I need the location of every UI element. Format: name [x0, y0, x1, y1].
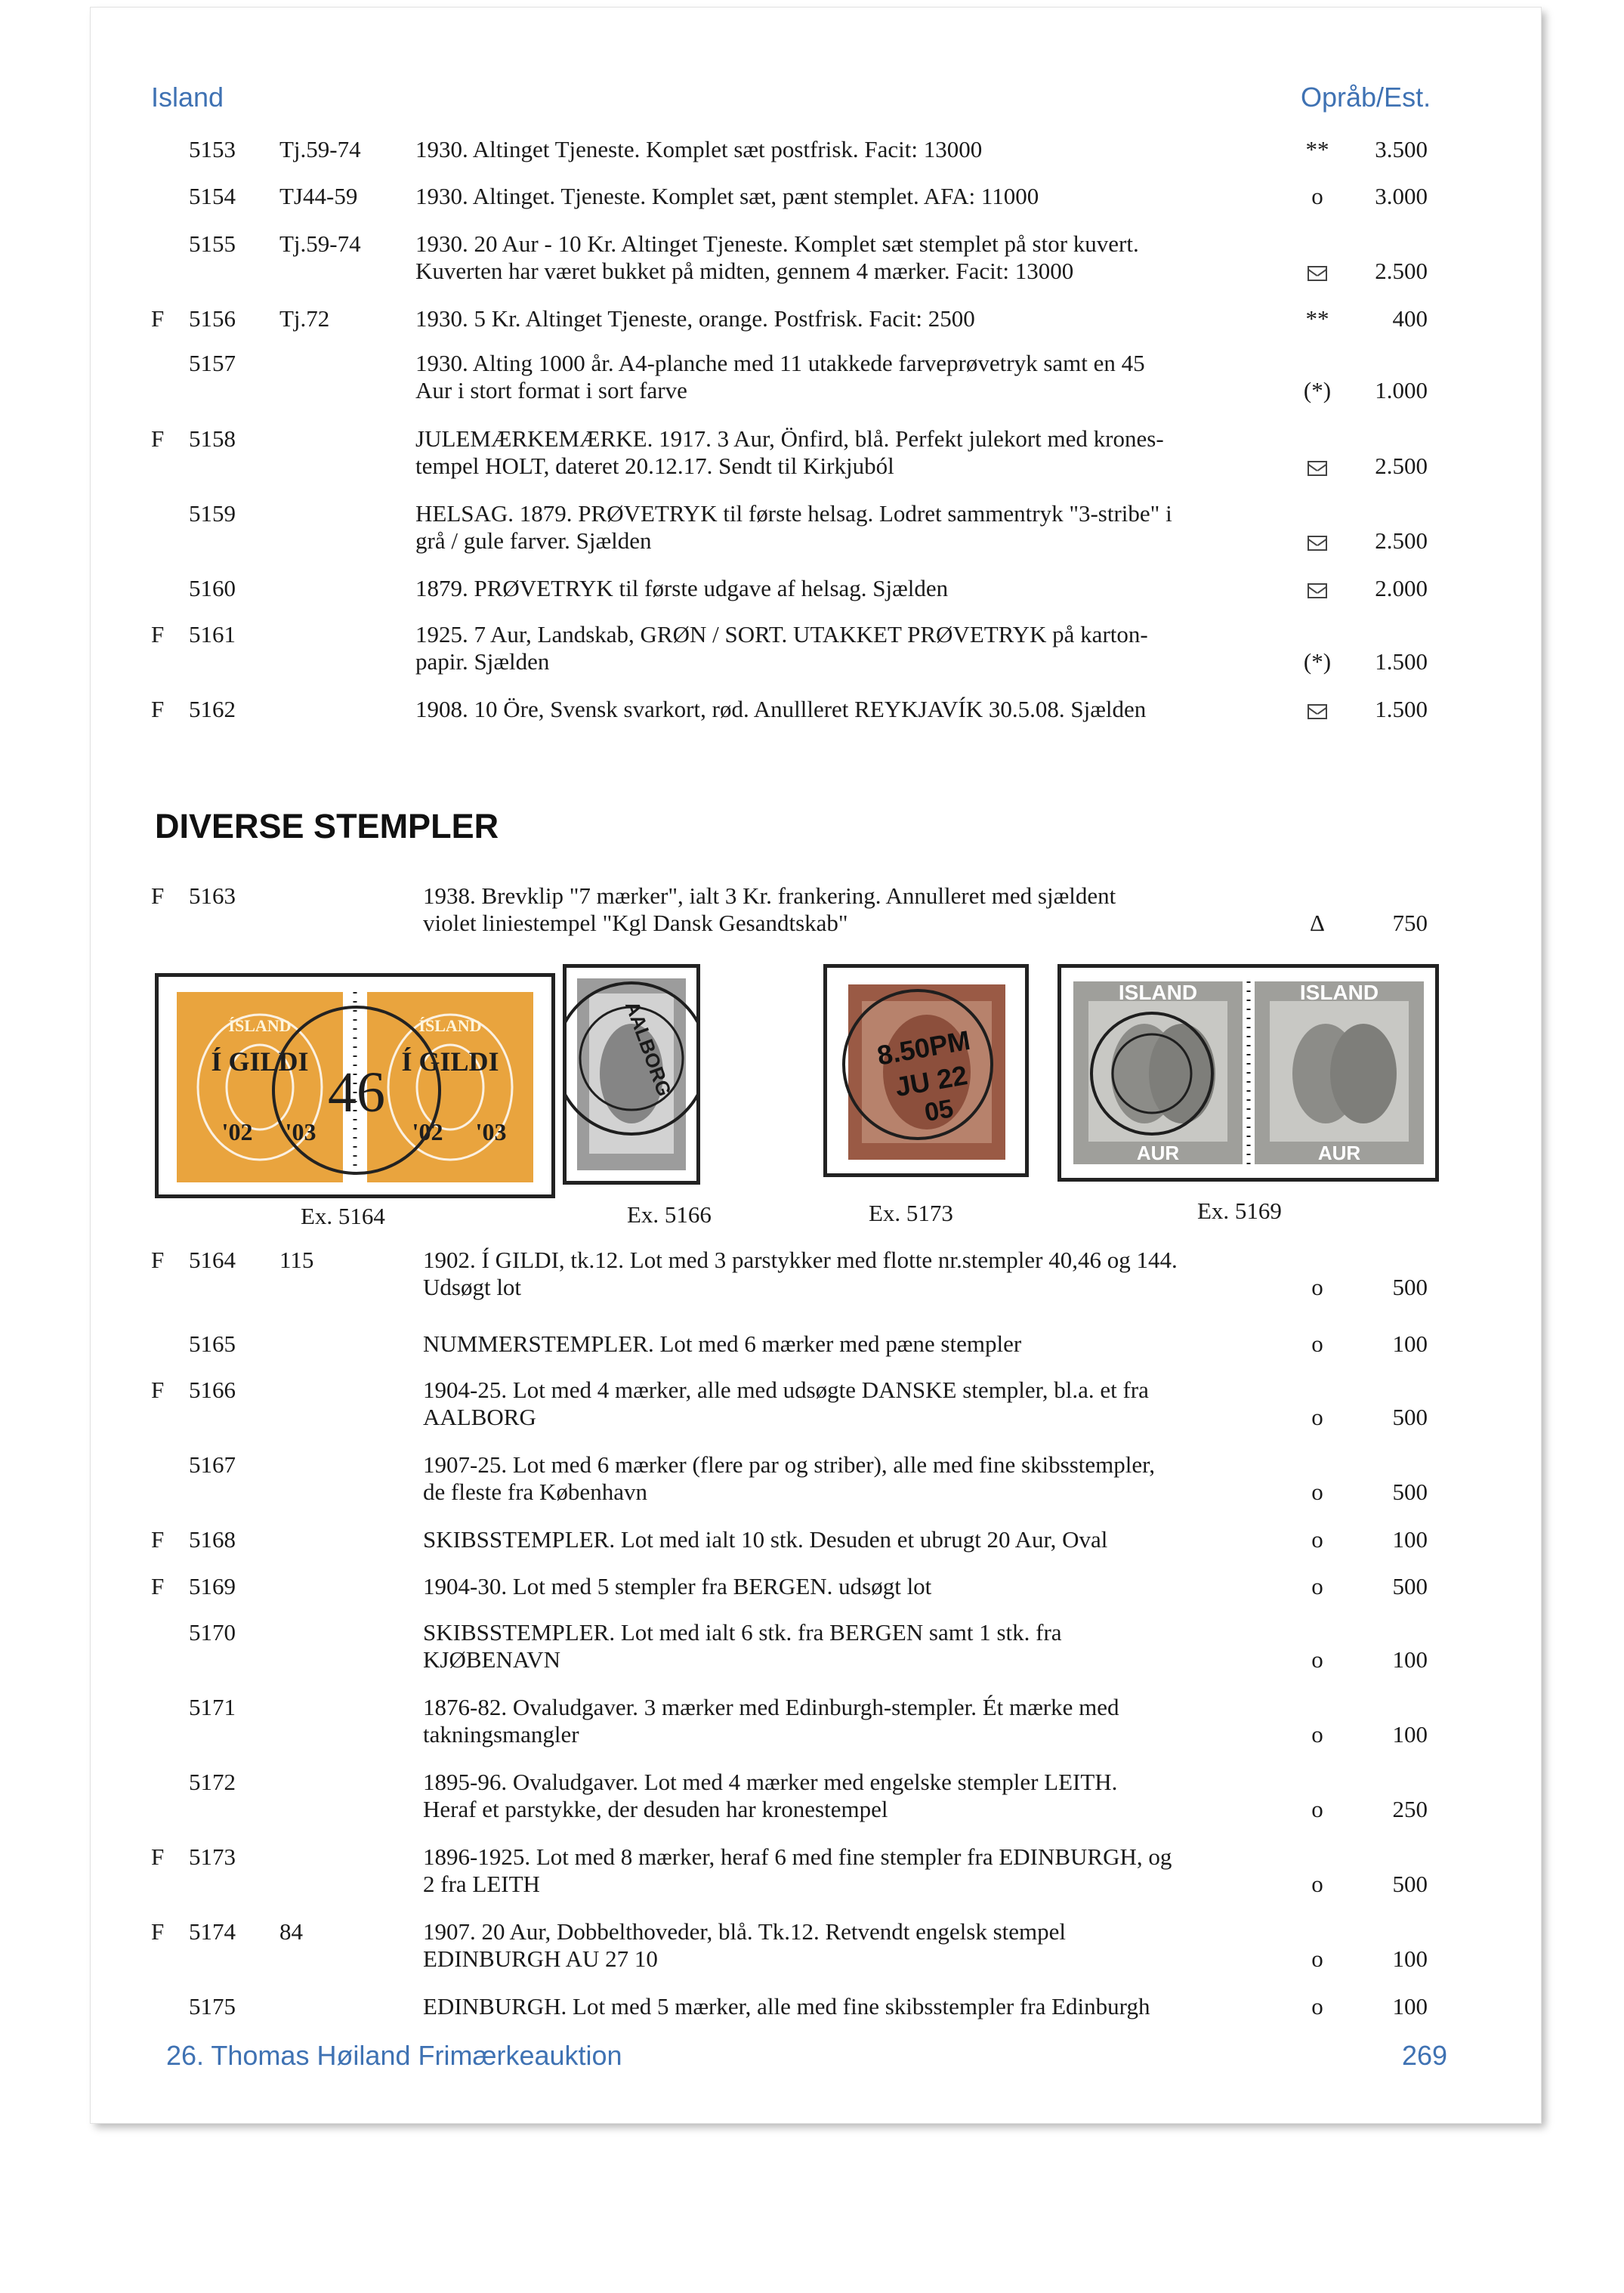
description-line: SKIBSSTEMPLER. Lot med ialt 6 stk. fra BERGEN samt 1 stk. fra [423, 1619, 1062, 1646]
estimate-price: 2.500 [1375, 453, 1428, 479]
description-line: 1904-25. Lot med 4 mærker, alle med udsøgte DANSKE stempler, bl.a. et fra [423, 1377, 1149, 1403]
condition-symbol: o [1311, 1721, 1323, 1748]
lot-number: 5171 [189, 1694, 236, 1720]
stamp-text: ISLAND [1299, 981, 1379, 1004]
lot-description [423, 1330, 1292, 1358]
condition-symbol [1293, 575, 1341, 602]
lot-flag: F [151, 1918, 165, 1945]
description-line: Udsøgt lot [423, 1274, 522, 1300]
condition-symbol: (*) [1303, 648, 1332, 675]
lot-number: 5155 [189, 230, 236, 257]
lot-number: 5160 [189, 575, 236, 601]
estimate-price: 1.500 [1375, 648, 1428, 675]
lot-description [415, 696, 1284, 723]
description-line: 1896-1925. Lot med 8 mærker, heraf 6 med fine stempler fra EDINBURGH, og [423, 1843, 1172, 1870]
image-caption-5169: Ex. 5169 [1197, 1197, 1282, 1224]
estimate-price: 500 [1392, 1404, 1428, 1430]
catalog-reference: 84 [279, 1918, 303, 1945]
condition-symbol: o [1311, 1479, 1323, 1505]
postmark-time: 8.50PM [875, 1024, 973, 1071]
estimate-price: 100 [1392, 1330, 1428, 1357]
lot-description [415, 575, 1284, 602]
description-line: 1902. Í GILDI, tk.12. Lot med 3 parstykker med flotte nr.stempler 40,46 og 144. [423, 1247, 1178, 1273]
estimate-price: 100 [1392, 1526, 1428, 1553]
condition-symbol: ** [1305, 136, 1329, 162]
lot-number: 5157 [189, 350, 236, 376]
postmark-year: 05 [922, 1094, 956, 1128]
page-header-estimate: Opråb/Est. [1301, 82, 1431, 113]
lot-description [415, 425, 1284, 480]
description-line: de fleste fra København [423, 1479, 647, 1505]
lot-flag: F [151, 305, 165, 332]
image-caption-5173: Ex. 5173 [869, 1200, 953, 1226]
lot-row [0, 1247, 1624, 1301]
stamp-image-5173 [823, 964, 1029, 1177]
description-line: Heraf et parstykke, der desuden har kronestempel [423, 1796, 888, 1822]
lot-row [0, 1843, 1624, 1898]
numeral-cancel: 46 [328, 1061, 385, 1124]
description-line: 1930. 5 Kr. Altinget Tjeneste, orange. Postfrisk. Facit: 2500 [415, 305, 975, 332]
stamp-overprint: '03 [285, 1118, 316, 1145]
condition-symbol: o [1311, 183, 1323, 209]
description-line: EDINBURGH. Lot med 5 mærker, alle med fine skibsstempler fra Edinburgh [423, 1993, 1150, 2020]
lot-description [415, 183, 1284, 210]
description-line: EDINBURGH AU 27 10 [423, 1945, 658, 1972]
stamp-overprint: Í GILDI [211, 1046, 309, 1077]
lot-description [423, 882, 1292, 937]
stamp-image-5169 [1057, 964, 1439, 1182]
lot-number: 5172 [189, 1769, 236, 1795]
lot-description [423, 1573, 1292, 1600]
catalog-reference: Tj.72 [279, 305, 330, 332]
lot-flag: F [151, 621, 165, 647]
lot-row [0, 882, 1624, 937]
stamp-aalborg [567, 968, 696, 1181]
description-line: SKIBSSTEMPLER. Lot med ialt 10 stk. Desuden et ubrugt 20 Aur, Oval [423, 1526, 1108, 1553]
lot-number: 5156 [189, 305, 236, 332]
description-line: 1930. Alting 1000 år. A4-planche med 11 utakkede farveprøvetryk samt en 45 [415, 350, 1145, 376]
condition-symbol [1293, 258, 1341, 285]
condition-symbol: ** [1305, 305, 1329, 332]
lot-row [0, 500, 1624, 555]
lot-row [0, 1377, 1624, 1431]
footer-auction-name: 26. Thomas Høiland Frimærkeauktion [166, 2040, 622, 2071]
estimate-price: 500 [1392, 1871, 1428, 1897]
lot-row [0, 696, 1624, 723]
stamp-overprint: Í GILDI [401, 1046, 499, 1077]
lot-row [0, 1330, 1624, 1358]
description-line: 1930. 20 Aur - 10 Kr. Altinget Tjeneste. Komplet sæt stemplet på stor kuvert. [415, 230, 1139, 257]
lot-description [423, 1843, 1292, 1898]
stamp-image-5164 [155, 973, 555, 1198]
lot-flag: F [151, 1573, 165, 1599]
envelope-icon [1308, 704, 1327, 719]
lot-row [0, 1573, 1624, 1600]
description-line: KJØBENAVN [423, 1646, 561, 1673]
estimate-price: 2.000 [1375, 575, 1428, 601]
lot-row [0, 575, 1624, 602]
condition-symbol: o [1311, 1945, 1323, 1972]
lot-description [415, 305, 1284, 332]
condition-symbol: o [1311, 1274, 1323, 1300]
description-line: 1908. 10 Öre, Svensk svarkort, rød. Anullleret REYKJAVÍK 30.5.08. Sjælden [415, 696, 1147, 722]
estimate-price: 500 [1392, 1573, 1428, 1599]
stamp-text: ÍSLAND [418, 1016, 482, 1035]
condition-symbol [1293, 527, 1341, 555]
lot-description [415, 500, 1284, 555]
lot-description [423, 1247, 1292, 1301]
lot-number: 5162 [189, 696, 236, 722]
lot-description [423, 1769, 1292, 1823]
description-line: JULEMÆRKEMÆRKE. 1917. 3 Aur, Önfird, blå. Perfekt julekort med krones- [415, 425, 1164, 452]
condition-symbol: o [1311, 1526, 1323, 1553]
description-line: 1930. Altinget Tjeneste. Komplet sæt postfrisk. Facit: 13000 [415, 136, 983, 162]
lot-row [0, 183, 1624, 210]
lot-row [0, 1451, 1624, 1506]
catalog-reference: TJ44-59 [279, 183, 358, 209]
description-line: 2 fra LEITH [423, 1871, 540, 1897]
description-line: HELSAG. 1879. PRØVETRYK til første helsag. Lodret sammentryk "3-stribe" i [415, 500, 1172, 527]
postmark-text: AALBORG [620, 998, 677, 1099]
stamp-text: ISLAND [1118, 981, 1198, 1004]
lot-row [0, 136, 1624, 163]
estimate-price: 750 [1392, 910, 1428, 936]
envelope-icon [1308, 461, 1327, 476]
condition-symbol: o [1311, 1330, 1323, 1357]
description-line: papir. Sjælden [415, 648, 550, 675]
lot-number: 5174 [189, 1918, 236, 1945]
lot-row [0, 1526, 1624, 1553]
lot-number: 5165 [189, 1330, 236, 1357]
envelope-icon [1308, 536, 1327, 551]
lot-number: 5173 [189, 1843, 236, 1870]
lot-flag: F [151, 1843, 165, 1870]
description-line: 1907. 20 Aur, Dobbelthoveder, blå. Tk.12. Retvendt engelsk stempel [423, 1918, 1067, 1945]
lot-number: 5154 [189, 183, 236, 209]
estimate-price: 500 [1392, 1274, 1428, 1300]
description-line: 1938. Brevklip "7 mærker", ialt 3 Kr. frankering. Annulleret med sjældent [423, 882, 1116, 909]
lot-number: 5169 [189, 1573, 236, 1599]
lot-number: 5167 [189, 1451, 236, 1478]
image-caption-5166: Ex. 5166 [627, 1201, 712, 1228]
lot-row [0, 1694, 1624, 1748]
condition-symbol: (*) [1303, 377, 1332, 403]
lot-row [0, 1918, 1624, 1973]
footer-page-number: 269 [1402, 2040, 1448, 2071]
description-line: 1925. 7 Aur, Landskab, GRØN / SORT. UTAKKET PRØVETRYK på karton- [415, 621, 1148, 647]
lot-number: 5153 [189, 136, 236, 162]
estimate-price: 100 [1392, 1993, 1428, 2020]
estimate-price: 100 [1392, 1646, 1428, 1673]
description-line: Aur i stort format i sort farve [415, 377, 687, 403]
description-line: AALBORG [423, 1404, 536, 1430]
estimate-price: 500 [1392, 1479, 1428, 1505]
estimate-price: 2.500 [1375, 527, 1428, 554]
lot-number: 5175 [189, 1993, 236, 2020]
condition-symbol: o [1311, 1404, 1323, 1430]
lot-description [423, 1694, 1292, 1748]
lot-flag: F [151, 696, 165, 722]
stamp-pair-igildi [159, 977, 551, 1194]
condition-symbol [1293, 696, 1341, 723]
image-caption-5164: Ex. 5164 [301, 1203, 385, 1229]
estimate-price: 1.500 [1375, 696, 1428, 722]
postmark-date: JU 22 [892, 1059, 970, 1103]
lot-row [0, 1769, 1624, 1823]
lot-flag: F [151, 1247, 165, 1273]
lot-description [423, 1526, 1292, 1553]
stamp-image-5166 [563, 964, 700, 1185]
stamp-pair-bergen [1061, 968, 1435, 1178]
lot-row [0, 425, 1624, 480]
description-line: grå / gule farver. Sjælden [415, 527, 652, 554]
description-line: 1879. PRØVETRYK til første udgave af helsag. Sjælden [415, 575, 949, 601]
estimate-price: 100 [1392, 1945, 1428, 1972]
condition-symbol: o [1311, 1796, 1323, 1822]
lot-description [423, 1993, 1292, 2020]
lot-row [0, 1619, 1624, 1673]
lot-number: 5159 [189, 500, 236, 527]
lot-number: 5161 [189, 621, 236, 647]
lot-description [415, 230, 1284, 285]
stamp-edinburgh [827, 968, 1025, 1173]
lot-number: 5163 [189, 882, 236, 909]
lot-description [415, 621, 1284, 675]
stamp-text: AUR [1317, 1142, 1361, 1164]
description-line: Kuverten har været bukket på midten, gennem 4 mærker. Facit: 13000 [415, 258, 1074, 284]
envelope-icon [1308, 266, 1327, 281]
lot-description [423, 1451, 1292, 1506]
lot-row [0, 1993, 1624, 2020]
estimate-price: 1.000 [1375, 377, 1428, 403]
lot-number: 5158 [189, 425, 236, 452]
lot-row [0, 230, 1624, 285]
lot-number: 5164 [189, 1247, 236, 1273]
description-line: 1876-82. Ovaludgaver. 3 mærker med Edinburgh-stempler. Ét mærke med [423, 1694, 1119, 1720]
condition-symbol: o [1311, 1871, 1323, 1897]
description-line: 1904-30. Lot med 5 stempler fra BERGEN. udsøgt lot [423, 1573, 932, 1599]
lot-description [415, 350, 1284, 404]
stamp-text: AUR [1136, 1142, 1180, 1164]
lot-row [0, 350, 1624, 404]
lot-number: 5170 [189, 1619, 236, 1646]
lot-row [0, 305, 1624, 332]
catalog-reference: Tj.59-74 [279, 136, 361, 162]
description-line: violet liniestempel "Kgl Dansk Gesandtskab" [423, 910, 848, 936]
estimate-price: 2.500 [1375, 258, 1428, 284]
condition-symbol: o [1311, 1646, 1323, 1673]
lot-description [423, 1377, 1292, 1431]
catalog-reference: 115 [279, 1247, 314, 1273]
description-line: takningsmangler [423, 1721, 579, 1748]
lot-description [423, 1918, 1292, 1973]
lot-flag: F [151, 882, 165, 909]
stamp-overprint: '02 [221, 1118, 253, 1145]
lot-flag: F [151, 1377, 165, 1403]
stamp-overprint: '03 [475, 1118, 507, 1145]
lot-number: 5166 [189, 1377, 236, 1403]
estimate-price: 100 [1392, 1721, 1428, 1748]
lot-number: 5168 [189, 1526, 236, 1553]
description-line: tempel HOLT, dateret 20.12.17. Sendt til Kirkjuból [415, 453, 894, 479]
lot-flag: F [151, 1526, 165, 1553]
lot-description [415, 136, 1284, 163]
condition-symbol: o [1311, 1993, 1323, 2020]
section-title: DIVERSE STEMPLER [155, 807, 499, 845]
condition-symbol [1293, 453, 1341, 480]
estimate-price: 3.000 [1375, 183, 1428, 209]
condition-symbol: o [1311, 1573, 1323, 1599]
page-header-country: Island [151, 82, 224, 113]
description-line: NUMMERSTEMPLER. Lot med 6 mærker med pæne stempler [423, 1330, 1022, 1357]
lot-flag: F [151, 425, 165, 452]
estimate-price: 250 [1392, 1796, 1428, 1822]
catalog-reference: Tj.59-74 [279, 230, 361, 257]
description-line: 1930. Altinget. Tjeneste. Komplet sæt, pænt stemplet. AFA: 11000 [415, 183, 1039, 209]
estimate-price: 400 [1392, 305, 1428, 332]
lot-description [423, 1619, 1292, 1673]
envelope-icon [1308, 583, 1327, 598]
description-line: 1895-96. Ovaludgaver. Lot med 4 mærker med engelske stempler LEITH. [423, 1769, 1118, 1795]
estimate-price: 3.500 [1375, 136, 1428, 162]
lot-row [0, 621, 1624, 675]
description-line: 1907-25. Lot med 6 mærker (flere par og striber), alle med fine skibsstempler, [423, 1451, 1155, 1478]
stamp-text: ÍSLAND [228, 1016, 292, 1035]
condition-symbol: Δ [1310, 910, 1325, 936]
stamp-overprint: '02 [412, 1118, 443, 1145]
